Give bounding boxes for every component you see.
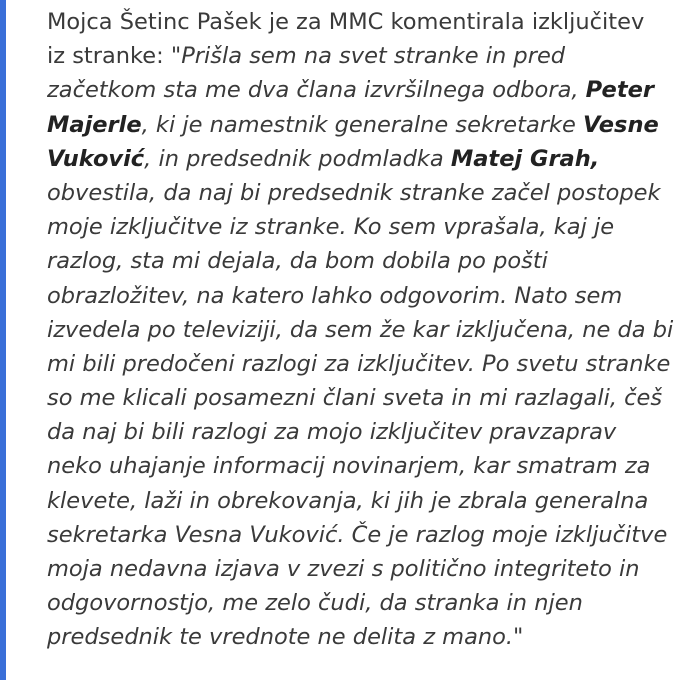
text-line: obrazložitev, na katero lahko odgovorim. Nato sem	[47, 282, 623, 309]
text-line: predsednik te vrednote ne delita z mano."	[47, 624, 524, 651]
person-name: Vuković	[47, 145, 145, 172]
text-line: da naj bi bili razlogi za mojo izključitev pravzaprav	[47, 419, 617, 446]
text-line: odgovornostjo, me zelo čudi, da stranka in njen	[47, 590, 583, 617]
text-line: mi bili predočeni razlogi za izključitev. Po svetu stranke	[47, 350, 671, 377]
text-line: moje izključitve iz stranke. Ko sem vprašala, kaj je	[47, 214, 615, 241]
intro-text: iz stranke:	[47, 43, 171, 70]
text-line: neko uhajanje informacij novinarjem, kar smatram za	[47, 453, 651, 480]
person-name: Matej Grah,	[450, 145, 600, 172]
person-name: Vesne	[583, 111, 659, 138]
text-line: so me klicali posamezni člani sveta in mi razlagali, češ	[47, 385, 663, 412]
text-line	[47, 39, 677, 73]
text-line: razlog, sta mi dejala, da bom dobila po pošti	[47, 248, 548, 275]
blockquote-accent-bar	[0, 0, 6, 680]
text-line: klevete, laži in obrekovanja, ki jih je zbrala generalna	[47, 487, 649, 514]
text-line: obvestila, da naj bi predsednik stranke začel postopek	[47, 179, 661, 206]
article-quote-block	[47, 0, 677, 655]
intro-text: Mojca Šetinc Pašek je za MMC komentirala izključitev	[47, 9, 645, 35]
quote-text: , ki je namestnik generalne sekretarke	[141, 111, 584, 138]
text-line	[47, 108, 677, 142]
text-line: moja nedavna izjava v zvezi s politično integriteto in	[47, 556, 640, 582]
quote-text: , in predsednik podmladka	[144, 145, 451, 172]
text-line	[47, 5, 677, 39]
text-line: sekretarka Vesna Vuković. Če je razlog moje izključitve	[47, 521, 668, 548]
text-line	[47, 142, 677, 176]
text-line: izvedela po televiziji, da sem že kar izključena, ne da bi	[47, 316, 674, 343]
text-line	[47, 73, 677, 107]
person-name: Peter	[585, 77, 654, 104]
quote-text: "Prišla sem na svet stranke in pred	[170, 43, 566, 70]
person-name: Majerle	[47, 111, 142, 138]
quote-text: začetkom sta me dva člana izvršilnega odbora,	[47, 77, 586, 104]
